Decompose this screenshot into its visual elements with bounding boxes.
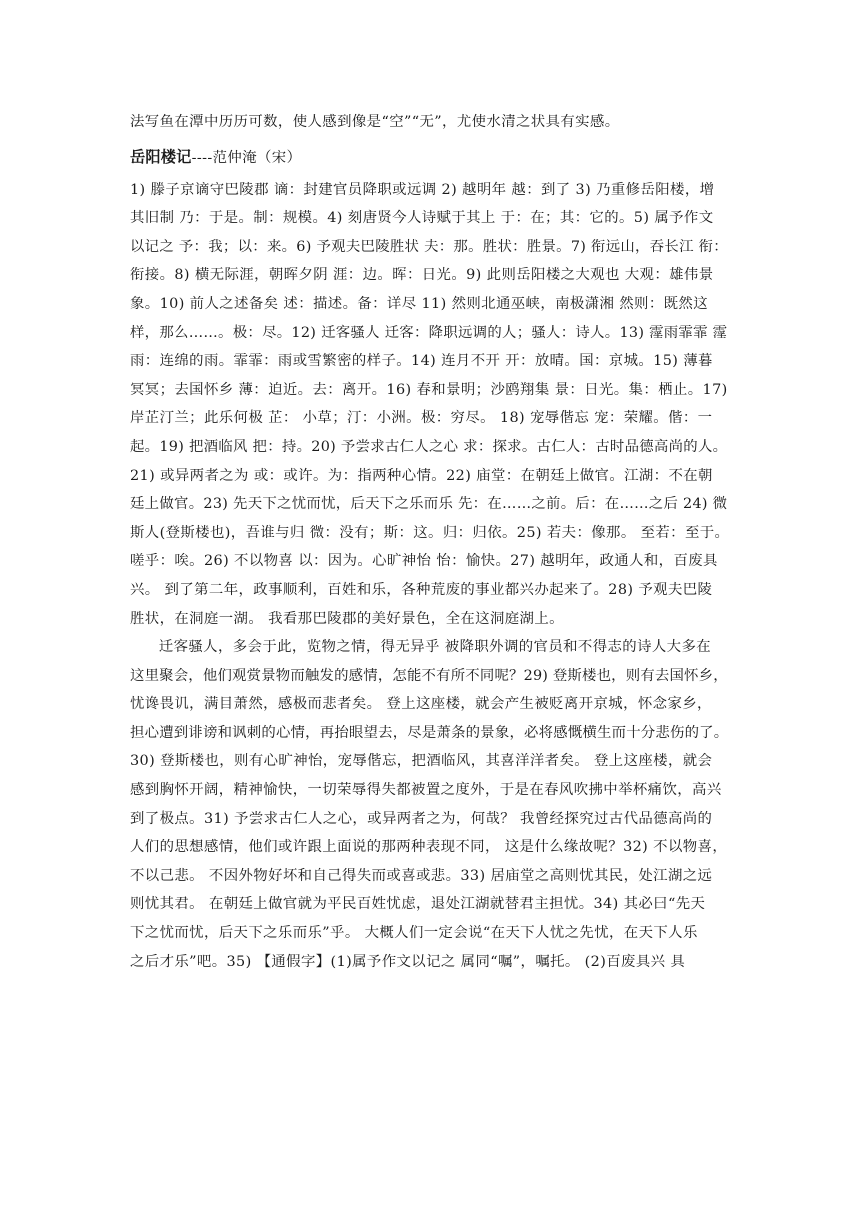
text-line: 这里聚会，他们观赏景物而触发的感情，怎能不有所不同呢？29) 登斯楼也，则有去国怀乡， bbox=[130, 667, 728, 684]
text-line: 象。10) 前人之述备矣 述：描述。备：详尽 11) 然则北通巫峡，南极潇湘 然则：既然这 bbox=[130, 295, 709, 312]
text-line: 样，那么……。极：尽。12) 迁客骚人 迁客：降职远调的人；骚人：诗人。13) 霪雨霏霏 霪 bbox=[130, 324, 728, 341]
text-line: 30) 登斯楼也，则有心旷神怡，宠辱偕忘，把酒临风，其喜洋洋者矣。 登上这座楼，就会 bbox=[130, 753, 713, 770]
text-line: 之后才乐”吧。35) 【通假字】(1)属予作文以记之 属同“嘱”，嘱托。 (2)百废具兴 具 bbox=[130, 953, 686, 970]
text-line: 迁客骚人，多会于此，览物之情，得无异乎 被降职外调的官员和不得志的诗人大多在 bbox=[158, 639, 712, 656]
text-line: 胜状，在洞庭一湖。 我看那巴陵郡的美好景色，全在这洞庭湖上。 bbox=[130, 610, 564, 627]
text-line: 斯人(登斯楼也)，吾谁与归 微：没有；斯：这。归：归依。25) 若夫：像那。 至若：至于。 bbox=[130, 524, 730, 541]
text-line: 其旧制 乃：于是。制：规模。4) 刻唐贤今人诗赋于其上 于：在；其：它的。5) 属予作文 bbox=[130, 210, 714, 227]
text-line: 到了极点。31) 予尝求古仁人之心，或异两者之为，何哉？ 我曾经探究过古代品德高尚的 bbox=[130, 810, 713, 827]
text-line: 1) 滕子京谪守巴陵郡 谪：封建官员降职或远调 2) 越明年 越：到了 3) 乃重修岳阳楼，增 bbox=[130, 181, 715, 198]
text-line: 兴。 到了第二年，政事顺利，百姓和乐，各种荒废的事业都兴办起来了。28) 予观夫巴陵 bbox=[130, 581, 713, 598]
text-line: 雨：连绵的雨。霏霏：雨或雪繁密的样子。14) 连月不开 开：放晴。国：京城。15) 薄暮 bbox=[130, 353, 713, 370]
text-line: 岸芷汀兰；此乐何极 芷： 小草；汀：小洲。极：穷尽。 18) 宠辱偕忘 宠：荣耀。偕：一 bbox=[130, 410, 713, 427]
document-page bbox=[130, 108, 730, 976]
text-line: 不以己悲。 不因外物好坏和自己得失而或喜或悲。33) 居庙堂之高则忧其民，处江湖之远 bbox=[130, 867, 713, 884]
text-line: 以记之 予：我；以：来。6) 予观夫巴陵胜状 夫：那。胜状：胜景。7) 衔远山，吞长江 衔： bbox=[130, 238, 728, 255]
text-line: 担心遭到诽谤和讽刺的心情，再抬眼望去，尽是萧条的景象，必将感慨横生而十分悲伤的了。 bbox=[130, 724, 729, 741]
text-line: 冥冥；去国怀乡 薄：迫近。去：离开。16) 春和景明；沙鸥翔集 景：日光。集：栖止。17) bbox=[130, 381, 728, 398]
text-line: 下之忧而忧，后天下之乐而乐”乎。 大概人们一定会说“在天下人忧之先忧，在天下人乐 bbox=[130, 925, 698, 942]
intro-line: 法写鱼在潭中历历可数，使人感到像是“空”“无”，尤使水清之状具有实感。 bbox=[130, 114, 620, 130]
text-line: 感到胸怀开阔，精神愉快，一切荣辱得失都被置之度外，于是在春风吹拂中举杯痛饮，高兴 bbox=[130, 782, 722, 799]
text-line: 起。19) 把酒临风 把：持。20) 予尝求古仁人之心 求：探求。古仁人：古时品德高尚的人。 bbox=[130, 438, 728, 455]
text-line: 衔接。8) 横无际涯，朝晖夕阴 涯：边。晖：日光。9) 此则岳阳楼之大观也 大观：雄伟景 bbox=[130, 267, 714, 284]
translation-paragraph bbox=[130, 633, 730, 976]
text-line: 忧谗畏讥，满目萧然，感极而悲者矣。 登上这座楼，就会产生被贬离开京城，怀念家乡， bbox=[130, 696, 712, 713]
section-author: ----范仲淹（宋） bbox=[191, 149, 302, 166]
section-title: 岳阳楼记 bbox=[130, 147, 192, 166]
annotation-paragraph bbox=[130, 176, 730, 634]
text-line: 廷上做官。23) 先天下之忧而忧，后天下之乐而乐 先：在……之前。后：在……之后 24) 微 bbox=[130, 496, 728, 513]
text-line: 则忧其君。 在朝廷上做官就为平民百姓忧虑，退处江湖就替君主担忧。34) 其必曰“先天 bbox=[130, 896, 706, 913]
text-line: 人们的思想感情，他们或许跟上面说的那两种表现不同， 这是什么缘故呢？32) 不以物喜， bbox=[130, 839, 728, 856]
text-line: 21) 或异两者之为 或：或许。为：指两种心情。22) 庙堂：在朝廷上做官。江湖：不在朝 bbox=[130, 467, 713, 484]
section-heading bbox=[130, 141, 730, 174]
text-line: 嗟乎：唉。26) 不以物喜 以：因为。心旷神怡 怡：愉快。27) 越明年，政通人和，百废具 bbox=[130, 553, 718, 570]
